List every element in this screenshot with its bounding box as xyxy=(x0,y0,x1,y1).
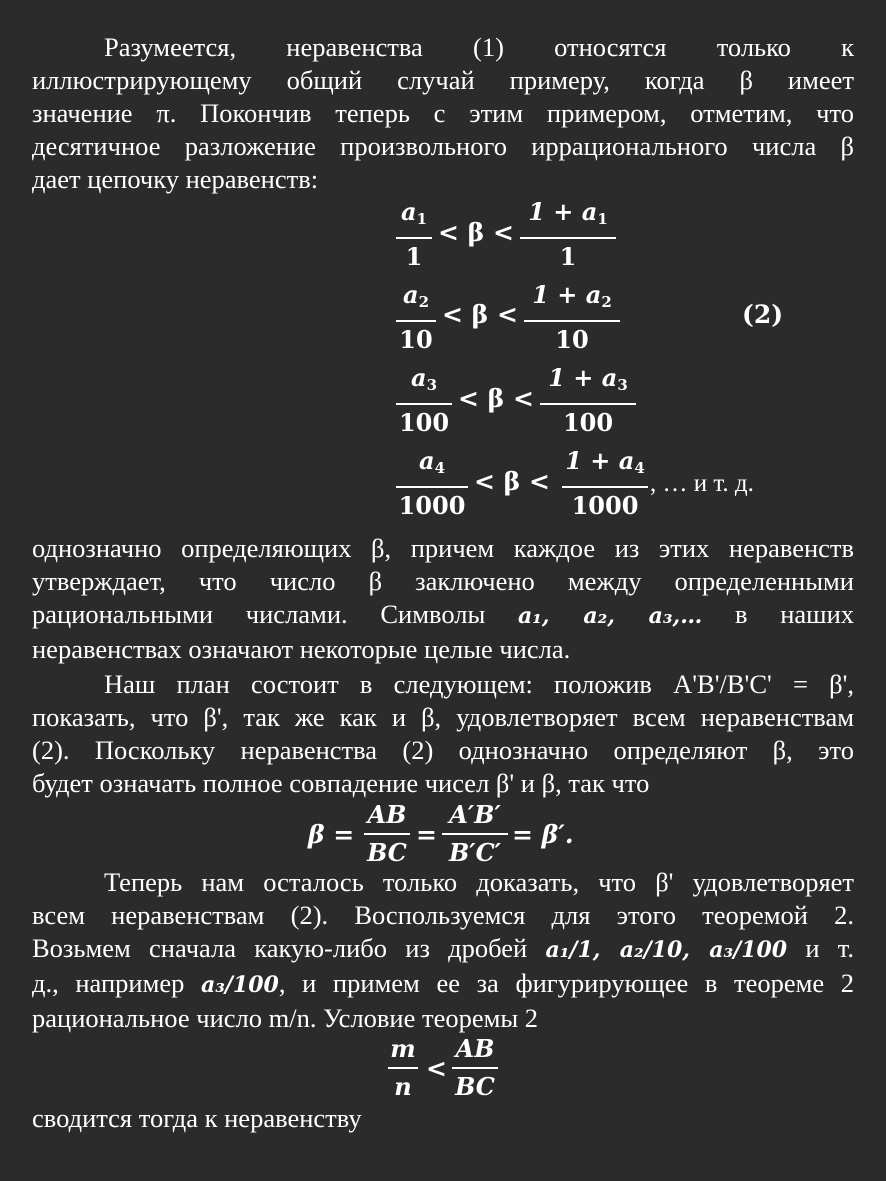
paragraph-2 xyxy=(32,532,854,666)
beta-rhs: = β′. xyxy=(512,820,574,849)
p3-line-1: Наш план состоит в следующем: положив A'B'/B'C' = β', xyxy=(104,669,854,699)
p4-fractions: a₁/1, a₂/10, a₃/100 xyxy=(545,937,788,963)
p3-line-2: показать, что β', так же как и β, удовлетворяет всем неравенствам xyxy=(32,702,854,732)
equation-number: (2) xyxy=(742,300,784,329)
p1-line-3: значение π. Покончив теперь с этим примером, отметим, что xyxy=(32,98,854,128)
p2-line-2: утверждает, что число β заключено между определенными xyxy=(32,566,854,596)
p4-line-3b: и т. xyxy=(805,933,854,963)
p1-line-2: иллюстрирующему общий случай примеру, когда β имеет xyxy=(32,65,854,95)
row4-tail: , … и т. д. xyxy=(650,470,754,497)
m-n-fraction: m n xyxy=(388,1034,418,1102)
p2-symbols: a₁, a₂, a₃,… xyxy=(518,603,703,629)
row2-relation: < β < xyxy=(442,300,518,329)
p5-line-1: сводится тогда к неравенству xyxy=(32,1103,362,1133)
row2-left-fraction: $a_2$ 10 xyxy=(396,280,436,355)
p3-line-4: будет означать полное совпадение чисел β' и β, так что xyxy=(32,768,650,798)
p2-line-3b: в наших xyxy=(734,599,855,629)
p4-line-2: всем неравенствам (2). Воспользуемся для этого теоремой 2. xyxy=(32,900,854,930)
paragraph-5 xyxy=(32,1102,854,1135)
p3-line-3: (2). Поскольку неравенства (2) однозначно определяют β, это xyxy=(32,735,854,765)
paragraph-1 xyxy=(32,31,854,196)
p2-line-4: неравенствах означают некоторые целые числа. xyxy=(32,634,571,664)
a-prime-fraction: A′B′ B′C′ xyxy=(442,800,508,868)
row3-left-fraction: $a_3$ 100 xyxy=(396,363,452,438)
p4-line-5: рациональное число m/n. Условие теоремы 2 xyxy=(32,1003,539,1033)
less-than: < xyxy=(426,1054,447,1083)
row4-relation: < β < xyxy=(474,467,550,496)
p4-example-fraction: a₃/100 xyxy=(200,972,279,998)
row1-left-fraction: $a_1$ 1 xyxy=(396,197,432,272)
row4-left-fraction: $a_4$ 1000 xyxy=(396,446,468,521)
row1-right-fraction: $1 + a_1$ 1 xyxy=(520,197,616,272)
p4-line-3a: Возьмем сначала какую-либо из дробей xyxy=(32,933,528,963)
row3-relation: < β < xyxy=(458,384,534,413)
condition-ab-bc-fraction: AB BC xyxy=(452,1034,498,1102)
ab-bc-fraction: AB BC xyxy=(364,800,410,868)
p2-line-3a: рациональными числами. Символы xyxy=(32,599,486,629)
p1-line-5: дает цепочку неравенств: xyxy=(32,164,319,194)
paragraph-4 xyxy=(32,866,854,1035)
row3-right-fraction: $1 + a_3$ 100 xyxy=(540,363,636,438)
row1-relation: < β < xyxy=(438,218,514,247)
p4-line-4a: д., например xyxy=(32,968,185,998)
row2-right-fraction: $1 + a_2$ 10 xyxy=(524,280,620,355)
beta-lhs: β = xyxy=(308,820,355,849)
p4-line-4b: , и примем ее за фигурирующее в теореме 2 xyxy=(278,968,854,998)
equals-sign: = xyxy=(416,820,437,849)
paragraph-3 xyxy=(32,668,854,800)
row4-right-fraction: $1 + a_4$ 1000 xyxy=(562,446,648,521)
p2-line-1: однозначно определяющих β, причем каждое из этих неравенств xyxy=(32,533,854,563)
p1-line-1: Разумеется, неравенства (1) относятся только к xyxy=(104,32,854,62)
p1-line-4: десятичное разложение произвольного иррационального числа β xyxy=(32,131,854,161)
p4-line-1: Теперь нам осталось только доказать, что β' удовлетворяет xyxy=(104,867,854,897)
